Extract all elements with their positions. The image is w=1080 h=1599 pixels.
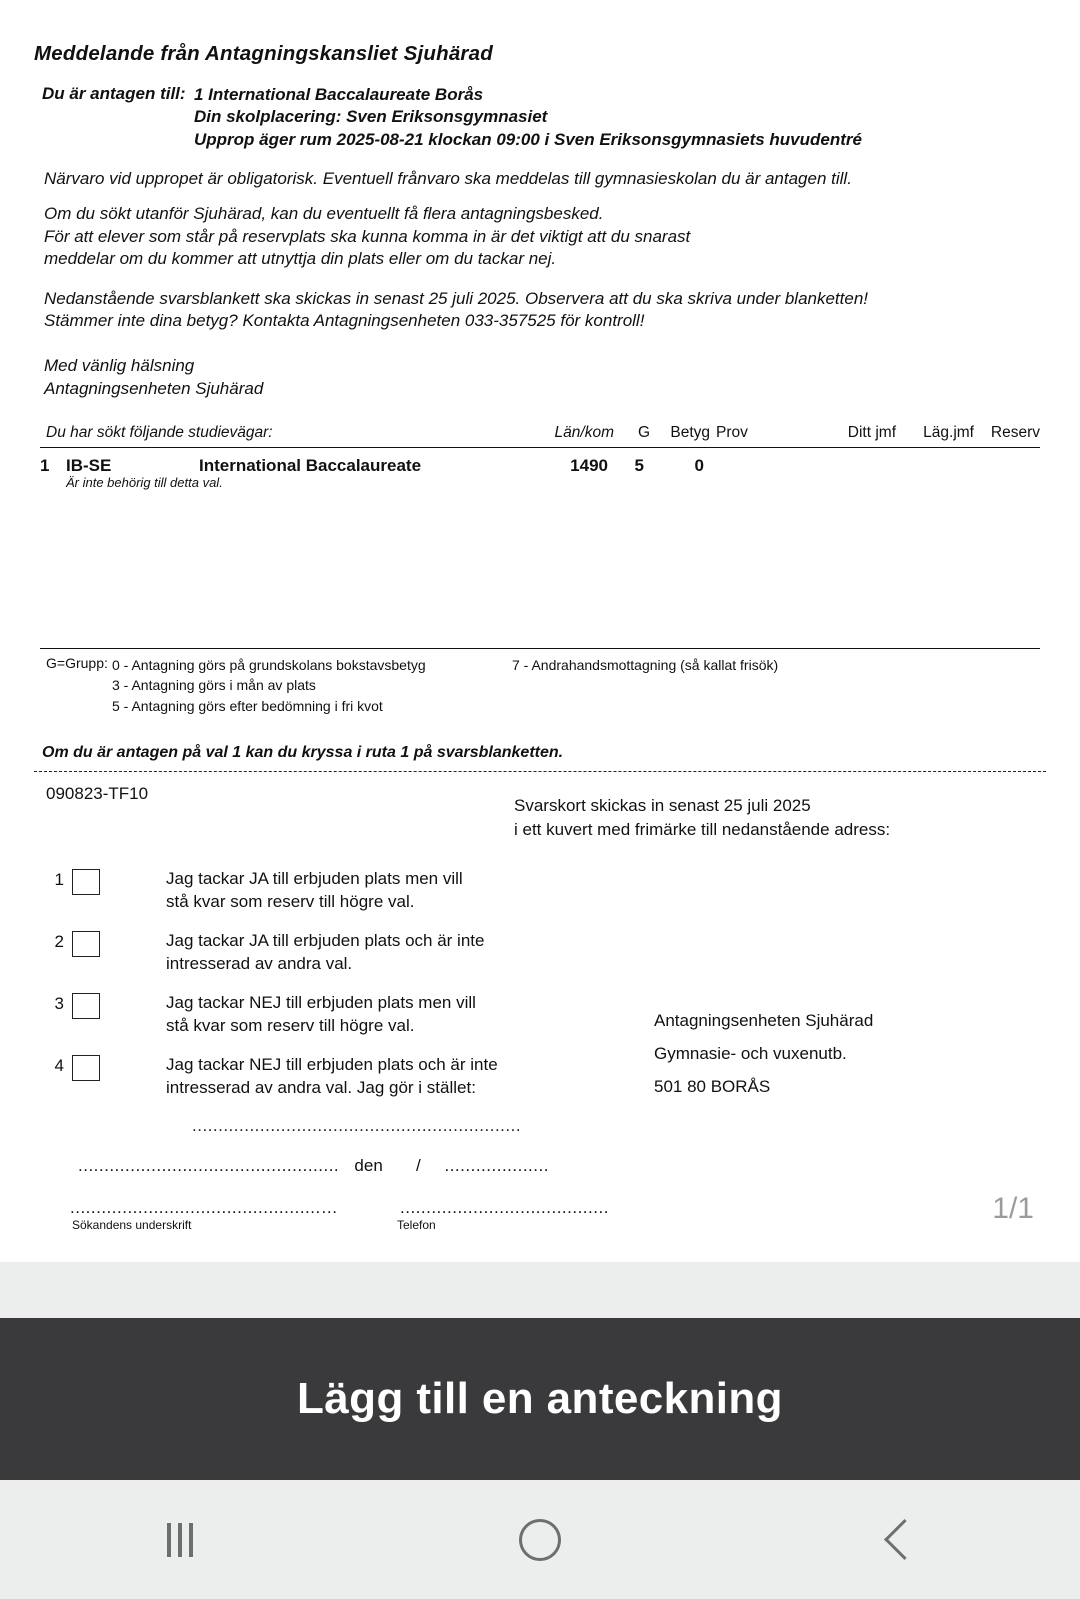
group-legend: [34, 648, 1046, 716]
study-paths-table: [34, 424, 1046, 490]
day-dots[interactable]: ....................: [444, 1155, 549, 1175]
row-lankom: 1490: [570, 456, 608, 476]
choice-checkbox-3[interactable]: [72, 993, 100, 1019]
home-icon: [519, 1519, 561, 1561]
choice-option-3[interactable]: [42, 992, 1046, 1038]
header-reserv: Reserv: [990, 424, 1040, 442]
row-betyg: 0: [694, 456, 704, 476]
signature-line-row[interactable]: [42, 1198, 1046, 1218]
admission-program: 1 International Baccalaureate Borås: [194, 85, 484, 104]
choice-2-line-1: Jag tackar JA till erbjuden plats och är inte: [166, 930, 485, 950]
header-ditt-jmf: Ditt jmf: [847, 424, 896, 442]
reply-card: [34, 784, 1046, 1232]
greeting-line-1: Med vänlig hälsning: [44, 355, 195, 375]
choice-number-4: 4: [54, 1055, 64, 1075]
back-button[interactable]: [830, 1500, 970, 1580]
choice-text-1: [100, 868, 463, 914]
choice-text-4: [100, 1054, 498, 1100]
header-studievagar: Du har sökt följande studievägar:: [46, 424, 273, 442]
add-note-button[interactable]: [0, 1318, 1080, 1480]
recents-icon: [167, 1523, 193, 1557]
reply-line-1: Nedanstående svarsblankett ska skickas in senast 25 juli 2025. Observera att du ska skriva under blanketten!: [44, 288, 869, 308]
row-number: 1: [40, 456, 50, 476]
back-icon: [883, 1519, 924, 1560]
choice-option-1[interactable]: [42, 868, 1046, 914]
outside-line-3: meddelar om du kommer att utnyttja din plats eller om du tackar nej.: [44, 249, 557, 269]
greeting-paragraph: [34, 355, 1046, 400]
address-line-2: Gymnasie- och vuxenutb.: [654, 1044, 847, 1064]
outside-line-2: För att elever som står på reservplats ska kunna komma in är det viktigt att du snarast: [44, 226, 691, 246]
row-code: IB-SE: [66, 456, 112, 476]
reference-code: 090823-TF10: [46, 784, 149, 804]
page-counter: 1/1: [992, 1192, 1034, 1225]
choice-checkbox-4[interactable]: [72, 1055, 100, 1081]
header-prov: Prov: [716, 424, 748, 442]
choice-option-4[interactable]: [42, 1054, 1046, 1100]
signature-dots[interactable]: ................................................…: [70, 1197, 339, 1217]
choice-number-1: 1: [54, 870, 64, 890]
choice-1-line-2: stå kvar som reserv till högre val.: [166, 892, 415, 912]
choice-4-line-2: intresserad av andra val. Jag gör i stället:: [166, 1077, 476, 1097]
header-spacer: [772, 424, 822, 442]
send-line-1: Svarskort skickas in senast 25 juli 2025: [514, 796, 811, 816]
recents-button[interactable]: [110, 1500, 250, 1580]
admission-meeting: Upprop äger rum 2025-08-21 klockan 09:00 i Sven Eriksonsgymnasiets huvudentré: [194, 129, 862, 149]
spacer-bar: [0, 1262, 1080, 1318]
attendance-paragraph: Närvaro vid uppropet är obligatorisk. Eventuell frånvaro ska meddelas till gymnasieskolan du är antagen till.: [44, 169, 852, 189]
signature-label: Sökandens underskrift: [72, 1217, 192, 1232]
choice-checkbox-1[interactable]: [72, 869, 100, 895]
date-line[interactable]: [42, 1156, 1046, 1176]
legend-column-1: [112, 655, 512, 716]
header-lag-jmf: Läg.jmf: [923, 424, 974, 442]
choice-3-line-2: stå kvar som reserv till högre val.: [166, 1015, 415, 1035]
legend-item-3: 3 - Antagning görs i mån av plats: [112, 677, 316, 694]
header-betyg: Betyg: [670, 424, 710, 442]
tear-off-divider: [34, 771, 1046, 772]
signature-labels: [42, 1218, 1046, 1232]
recipient-address: [654, 1004, 873, 1103]
legend-label: G=Grupp:: [46, 655, 108, 672]
send-line-2: i ett kuvert med frimärke till nedanstående adress:: [514, 820, 891, 840]
system-navigation-bar[interactable]: [0, 1480, 1080, 1599]
alternative-write-in-line[interactable]: ...............................................................: [192, 1115, 522, 1135]
home-button[interactable]: [470, 1500, 610, 1580]
reply-paragraph: [34, 288, 1046, 333]
greeting-line-2: Antagningsenheten Sjuhärad: [44, 378, 264, 398]
admission-block: [34, 84, 1046, 151]
row-note: Är inte behörig till detta val.: [66, 475, 223, 491]
choice-3-line-1: Jag tackar NEJ till erbjuden plats men vill: [166, 992, 476, 1012]
outside-paragraph: [34, 203, 1046, 271]
choice-number-2: 2: [54, 931, 64, 951]
legend-item-5: 5 - Antagning görs efter bedömning i fri kvot: [112, 697, 383, 714]
checkbox-instruction: Om du är antagen på val 1 kan du kryssa i ruta 1 på svarsblanketten.: [42, 744, 564, 762]
add-note-label: Lägg till en anteckning: [297, 1374, 783, 1423]
row-g: 5: [634, 456, 644, 476]
place-dots[interactable]: ..................................................: [78, 1155, 340, 1175]
den-label: den: [354, 1155, 383, 1175]
choice-number-3: 3: [54, 993, 64, 1013]
date-slash: /: [416, 1155, 422, 1175]
header-lankom: Län/kom: [554, 424, 614, 442]
header-g: G: [637, 424, 650, 442]
choice-text-3: [100, 992, 476, 1038]
reply-line-2: Stämmer inte dina betyg? Kontakta Antagningsenheten 033-357525 för kontroll!: [44, 311, 645, 331]
choices-list: [42, 868, 1046, 1232]
admission-school: Din skolplacering: Sven Eriksonsgymnasiet: [194, 107, 548, 127]
admission-label: Du är antagen till:: [42, 84, 186, 103]
choice-checkbox-2[interactable]: [72, 931, 100, 957]
phone-label: Telefon: [397, 1217, 436, 1232]
outside-line-1: Om du sökt utanför Sjuhärad, kan du eventuellt få flera antagningsbesked.: [44, 203, 604, 223]
table-row: [40, 448, 1040, 490]
choice-4-line-1: Jag tackar NEJ till erbjuden plats och är inte: [166, 1054, 498, 1074]
legend-item-0: 0 - Antagning görs på grundskolans bokstavsbetyg: [112, 657, 426, 674]
legend-column-2: [512, 655, 778, 716]
page-title: Meddelande från Antagningskansliet Sjuhärad: [34, 42, 493, 65]
choice-option-2[interactable]: [42, 930, 1046, 976]
table-header-row: [40, 424, 1040, 448]
phone-dots[interactable]: ........................................: [400, 1197, 609, 1217]
choice-2-line-2: intresserad av andra val.: [166, 953, 353, 973]
address-line-3: 501 80 BORÅS: [654, 1077, 771, 1097]
choice-1-line-1: Jag tackar JA till erbjuden plats men vill: [166, 869, 463, 889]
choice-text-2: [100, 930, 484, 976]
admission-details: [194, 84, 862, 151]
address-line-1: Antagningsenheten Sjuhärad: [654, 1011, 874, 1031]
row-program-name: International Baccalaureate: [199, 456, 422, 476]
send-instructions: [514, 794, 890, 842]
legend-item-7: 7 - Andrahandsmottagning (så kallat frisök): [512, 657, 779, 674]
